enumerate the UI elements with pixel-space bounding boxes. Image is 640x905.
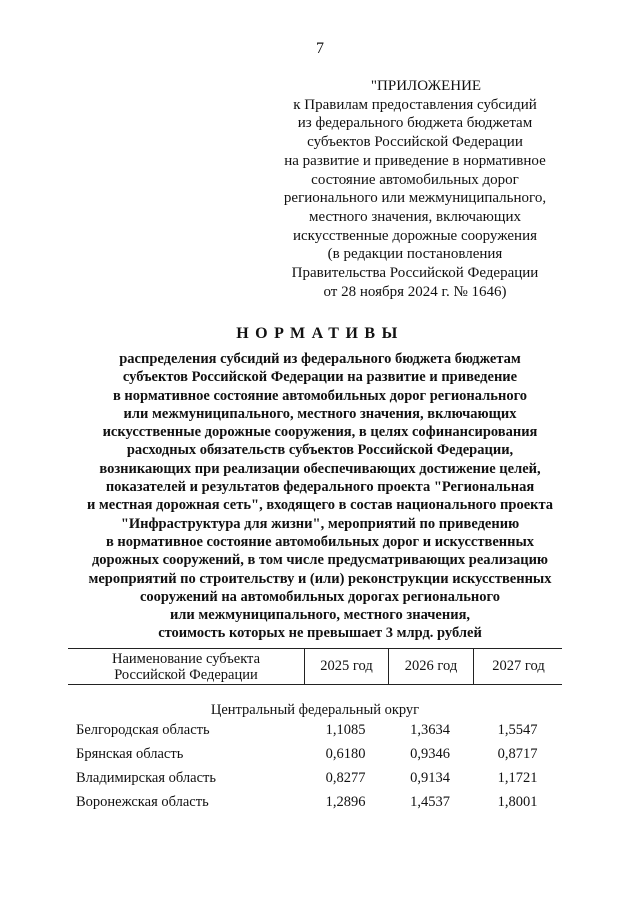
- header-year-2027: 2027 год: [473, 649, 563, 684]
- page-number: 7: [316, 40, 324, 57]
- subheading-line: дорожных сооружений, в том числе предусматривающих реализацию: [91, 552, 549, 569]
- appendix-line: к Правилам предоставления субсидий: [293, 96, 537, 113]
- document-subheading: [60, 350, 580, 643]
- value-2027: 1,8001: [497, 794, 538, 810]
- table-header: [68, 648, 562, 685]
- subheading-line: возникающих при реализации обеспечивающих достижение целей,: [99, 460, 541, 477]
- header-subject-line: Российской Федерации: [114, 666, 258, 683]
- appendix-line: субъектов Российской Федерации: [307, 134, 523, 151]
- value-2027: 1,1721: [497, 770, 538, 786]
- value-2025: 0,6180: [325, 746, 366, 762]
- table-body: [68, 722, 562, 818]
- value-2025: 1,2896: [325, 794, 366, 810]
- subheading-line: распределения субсидий из федерального бюджета бюджетам: [119, 351, 521, 367]
- subject-name: Брянская область: [76, 746, 184, 762]
- header-subject-name: [68, 649, 304, 684]
- table-row: [68, 722, 562, 746]
- value-2027: 1,5547: [497, 722, 538, 738]
- subheading-line: стоимость которых не превышает 3 млрд. рублей: [158, 625, 482, 642]
- subheading-line: расходных обязательств субъектов Российской Федерации,: [126, 442, 514, 459]
- appendix-line: Правительства Российской Федерации: [291, 265, 539, 282]
- subheading-line: искусственные дорожные сооружения, в целях софинансирования: [102, 424, 538, 441]
- appendix-line: из федерального бюджета бюджетам: [297, 115, 533, 132]
- subheading-line: субъектов Российской Федерации на развитие и приведение: [122, 369, 518, 386]
- subheading-line: в нормативное состояние автомобильных дорог регионального: [112, 387, 528, 404]
- subject-name: Воронежская область: [76, 794, 209, 810]
- subheading-line: или межмуниципального, местного значения, включающих: [123, 405, 517, 422]
- subheading-line: или межмуниципального, местного значения,: [169, 607, 471, 624]
- subheading-line: "Инфраструктура для жизни", мероприятий по приведению: [120, 515, 520, 532]
- appendix-block: [270, 77, 560, 301]
- document-heading: НОРМАТИВЫ: [236, 325, 404, 342]
- appendix-line: от 28 ноября 2024 г. № 1646): [323, 283, 507, 300]
- value-2026: 0,9346: [410, 746, 450, 762]
- value-2026: 0,9134: [410, 770, 450, 786]
- appendix-line: (в редакции постановления: [327, 246, 503, 263]
- table-row: [68, 770, 562, 794]
- value-2025: 0,8277: [325, 770, 366, 786]
- subheading-line: и местная дорожная сеть", входящего в состав национального проекта: [86, 497, 554, 514]
- value-2027: 0,8717: [497, 746, 538, 762]
- subject-name: Белгородская область: [76, 722, 210, 738]
- appendix-line: местного значения, включающих: [309, 208, 521, 225]
- subheading-line: сооружений на автомобильных дорогах регионального: [140, 588, 500, 605]
- appendix-line: искусственные дорожные сооружения: [293, 227, 537, 244]
- value-2026: 1,4537: [410, 794, 450, 810]
- value-2026: 1,3634: [410, 722, 450, 738]
- appendix-line: на развитие и приведение в нормативное: [284, 152, 546, 169]
- header-year-2026: 2026 год: [388, 649, 473, 684]
- subject-name: Владимирская область: [76, 770, 216, 786]
- subheading-line: показателей и результатов федерального проекта "Региональная: [105, 479, 535, 496]
- value-2025: 1,1085: [325, 722, 366, 738]
- district-heading: Центральный федеральный округ: [210, 702, 420, 718]
- appendix-title: "ПРИЛОЖЕНИЕ: [370, 78, 482, 94]
- header-year-2025: 2025 год: [304, 649, 388, 684]
- appendix-line: регионального или межмуниципального,: [283, 190, 547, 207]
- appendix-line: состояние автомобильных дорог: [311, 171, 519, 188]
- header-subject-line: Наименование субъекта: [111, 650, 261, 667]
- subheading-line: мероприятий по строительству и (или) реконструкции искусственных: [88, 570, 552, 587]
- table-row: [68, 794, 562, 818]
- subheading-line: в нормативное состояние автомобильных дорог и искусственных: [105, 533, 535, 550]
- table-row: [68, 746, 562, 770]
